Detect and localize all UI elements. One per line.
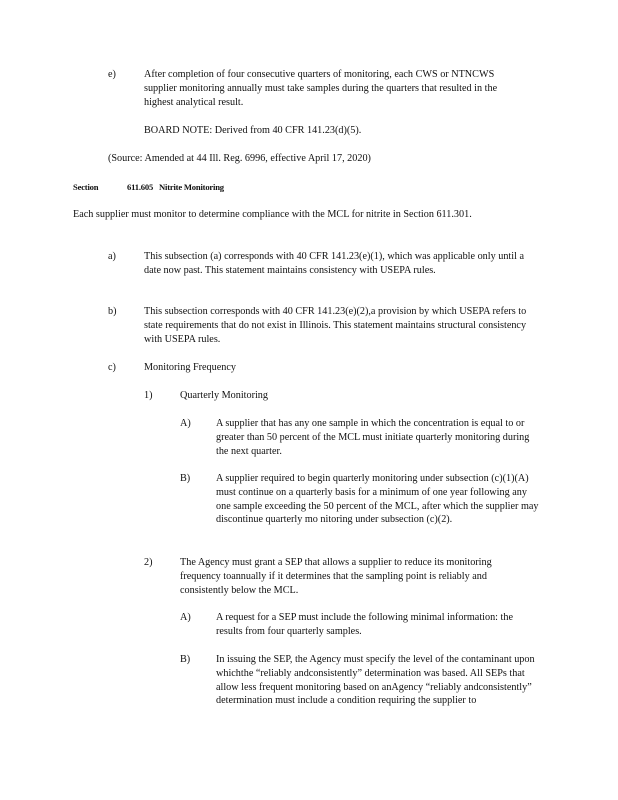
section-intro: Each supplier must monitor to determine compliance with the MCL for nitrite in Section 611.301. [73,209,472,220]
section-title: Nitrite Monitoring [159,182,224,192]
paragraph-label-c1A: A) [180,418,191,429]
paragraph-c1A: A supplier that has any one sample in which the concentration is equal to or greater than 50 percent of the MCL must initiate quarterly monitoring during the next quarter. [216,418,530,457]
paragraph-c1B: A supplier required to begin quarterly monitoring under subsection (c)(1)(A) must continue on a quarterly basis for a minimum of one year following any one sample exceeding the 50 percent of the MCL, after which the supplier may discontinue quarterly mo nitoring under subsection (c)(2). [216,473,539,526]
section-number: 611.605 [127,182,154,192]
paragraph-c2: The Agency must grant a SEP that allows a supplier to reduce its monitoring frequency toannually if it determines that the sampling point is reliably and consistently below the MCL. [180,557,492,596]
paragraph-label-c2: 2) [144,557,153,568]
source-note: (Source: Amended at 44 Ill. Reg. 6996, effective April 17, 2020) [108,153,371,164]
paragraph-label-c1B: B) [180,473,191,484]
paragraph-label-b: b) [108,306,117,317]
section-heading [73,181,373,195]
paragraph-label-a: a) [108,251,116,262]
paragraph-b: This subsection corresponds with 40 CFR 141.23(e)(2),a provision by which USEPA refers to state requirements that do not exist in Illinois. This statement maintains structural consistency with USEPA rules. [144,306,527,345]
paragraph-label-c: c) [108,362,116,373]
paragraph-c-heading: Monitoring Frequency [144,362,236,373]
paragraph-label-e: e) [108,69,116,80]
board-note: BOARD NOTE: Derived from 40 CFR 141.23(d)(5). [144,125,362,136]
paragraph-c1-heading: Quarterly Monitoring [180,390,268,401]
paragraph-c2A: A request for a SEP must include the following minimal information: the results from four quarterly samples. [216,612,513,637]
paragraph-e: After completion of four consecutive quarters of monitoring, each CWS or NTNCWS supplier monitoring annually must take samples during the quarters that resulted in the highest analytical result. [144,69,498,108]
paragraph-label-c2A: A) [180,612,191,623]
paragraph-label-c2B: B) [180,654,191,665]
section-word: Section [73,182,99,192]
paragraph-a: This subsection (a) corresponds with 40 CFR 141.23(e)(1), which was applicable only until a date now past. This statement maintains consistency with USEPA rules. [144,251,524,276]
paragraph-c2B: In issuing the SEP, the Agency must specify the level of the contaminant upon whichthe “reliably andconsistently” determination was based. All SEPs that allow less frequent monitoring based on anAgency “reliably andconsistently” determination must include a condition requiring the supplier to [216,654,535,707]
paragraph-label-c1: 1) [144,390,153,401]
